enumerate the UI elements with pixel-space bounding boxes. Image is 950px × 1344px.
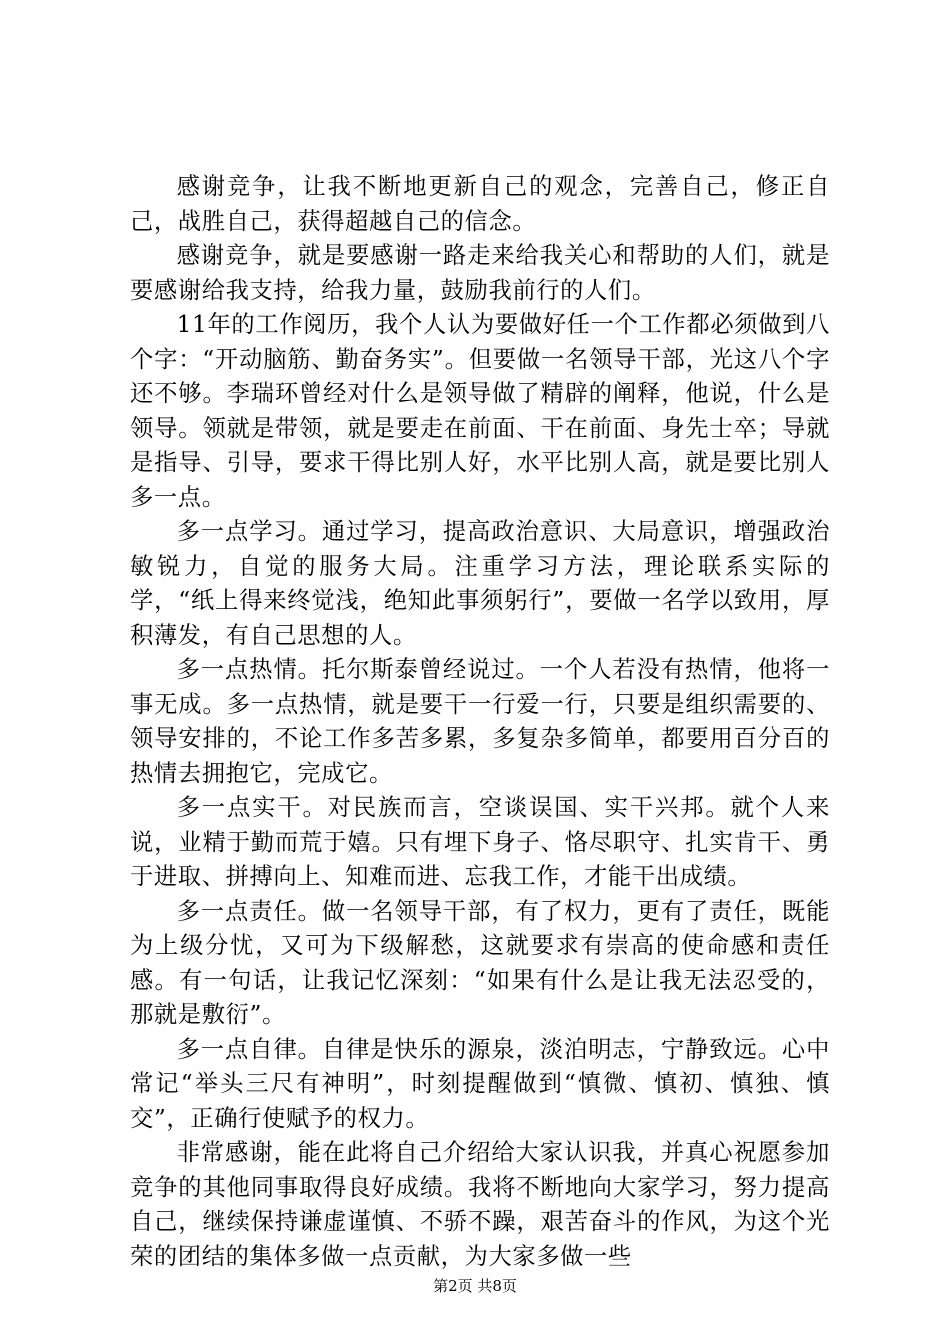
paragraph-more-responsibility: 多一点责任。做一名领导干部，有了权力，更有了责任，既能为上级分忧，又可为下级解愁，这就要求有崇高的使命感和责任感。有一句话，让我记忆深刻：“如果有什么是让我无法忍受的，那就是敷衍”。 bbox=[130, 897, 830, 1028]
paragraph-more-passion: 多一点热情。托尔斯泰曾经说过。一个人若没有热情，他将一事无成。多一点热情，就是要干一行爱一行，只要是组织需要的、领导安排的，不论工作多苦多累，多复杂多简单，都要用百分百的热情去拥抱它，完成它。 bbox=[130, 656, 830, 787]
document-body bbox=[130, 170, 830, 1274]
paragraph-work-experience: 11年的工作阅历，我个人认为要做好任一个工作都必须做到八个字：“开动脑筋、勤奋务实”。但要做一名领导干部，光这八个字还不够。李瑞环曾经对什么是领导做了精辟的阐释，他说，什么是领导。领就是带领，就是要走在前面、干在前面、身先士卒；导就是指导、引导，要求干得比别人好，水平比别人高，就是要比别人多一点。 bbox=[130, 311, 830, 511]
paragraph-more-learning: 多一点学习。通过学习，提高政治意识、大局意识，增强政治敏锐力，自觉的服务大局。注重学习方法，理论联系实际的学，“纸上得来终觉浅，绝知此事须躬行”，要做一名学以致用，厚积薄发，有自己思想的人。 bbox=[130, 518, 830, 649]
page-number-footer: 第2页 共8页 bbox=[433, 1277, 517, 1295]
paragraph-thanks-competition: 感谢竞争，让我不断地更新自己的观念，完善自己，修正自己，战胜自己，获得超越自己的信念。 bbox=[130, 173, 830, 235]
paragraph-more-action: 多一点实干。对民族而言，空谈误国、实干兴邦。就个人来说，业精于勤而荒于嬉。只有埋下身子、恪尽职守、扎实肯干、勇于进取、拼搏向上、知难而进、忘我工作，才能干出成绩。 bbox=[130, 794, 830, 890]
paragraph-thanks-people: 感谢竞争，就是要感谢一路走来给我关心和帮助的人们，就是要感谢给我支持，给我力量，鼓励我前行的人们。 bbox=[130, 242, 830, 304]
paragraph-closing: 非常感谢，能在此将自己介绍给大家认识我，并真心祝愿参加竞争的其他同事取得良好成绩。我将不断地向大家学习，努力提高自己，继续保持谦虚谨慎、不骄不躁，艰苦奋斗的作风，为这个光荣的团结的集体多做一点贡献，为大家多做一些 bbox=[130, 1139, 830, 1270]
paragraph-more-self-discipline: 多一点自律。自律是快乐的源泉，淡泊明志，宁静致远。心中常记“举头三尺有神明”，时刻提醒做到“慎微、慎初、慎独、慎交”，正确行使赋予的权力。 bbox=[130, 1035, 830, 1132]
